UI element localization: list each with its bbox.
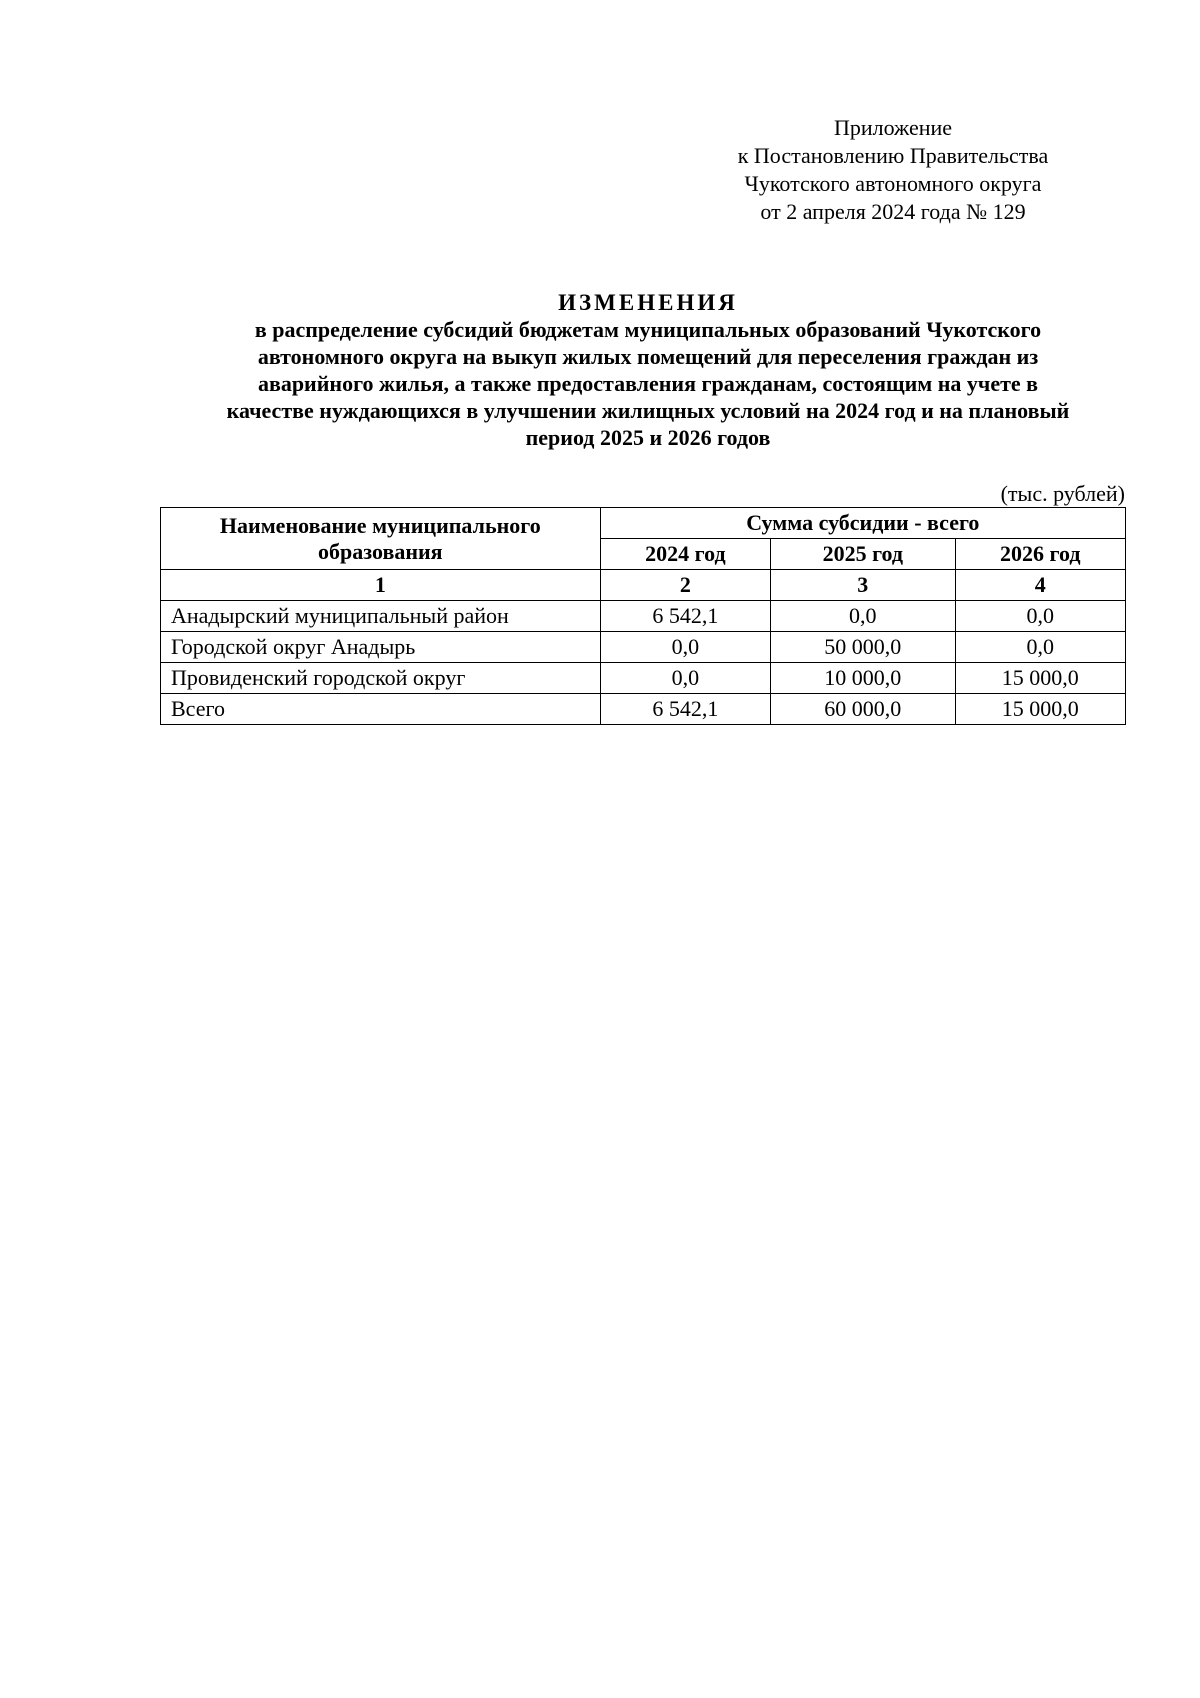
total-label: Всего bbox=[161, 694, 601, 725]
total-2026: 15 000,0 bbox=[955, 694, 1126, 725]
header-year-2025: 2025 год bbox=[771, 539, 955, 570]
title-line: аварийного жилья, а также предоставления гражданам, состоящим на учете в bbox=[257, 371, 1039, 396]
header-year-2024: 2024 год bbox=[600, 539, 770, 570]
value-2025: 50 000,0 bbox=[771, 632, 955, 663]
title-line: период 2025 и 2026 годов bbox=[525, 425, 771, 450]
header-subsidy-total: Сумма субсидии - всего bbox=[600, 508, 1125, 539]
column-number: 4 bbox=[955, 570, 1126, 601]
table-row bbox=[161, 601, 1126, 632]
title-heading: ИЗМЕНЕНИЯ bbox=[558, 290, 738, 315]
appendix-block bbox=[698, 114, 1088, 226]
title-line: в распределение субсидий бюджетам муниципальных образований Чукотского bbox=[254, 317, 1042, 342]
header-municipality: Наименование муниципального образования bbox=[161, 508, 601, 570]
document-title bbox=[160, 289, 1136, 451]
value-2024: 6 542,1 bbox=[600, 601, 770, 632]
table-header-row bbox=[161, 508, 1126, 539]
municipality-name: Анадырский муниципальный район bbox=[161, 601, 601, 632]
subsidy-table bbox=[160, 507, 1126, 725]
value-2025: 0,0 bbox=[771, 601, 955, 632]
table-row bbox=[161, 632, 1126, 663]
appendix-line: Приложение bbox=[833, 115, 953, 140]
column-number: 2 bbox=[600, 570, 770, 601]
appendix-line: Чукотского автономного округа bbox=[744, 171, 1042, 196]
column-number-row bbox=[161, 570, 1126, 601]
total-2024: 6 542,1 bbox=[600, 694, 770, 725]
title-line: качестве нуждающихся в улучшении жилищных условий на 2024 год и на плановый bbox=[226, 398, 1070, 423]
appendix-line: к Постановлению Правительства bbox=[737, 143, 1049, 168]
value-2026: 0,0 bbox=[955, 632, 1126, 663]
value-2025: 10 000,0 bbox=[771, 663, 955, 694]
column-number: 1 bbox=[161, 570, 601, 601]
value-2024: 0,0 bbox=[600, 632, 770, 663]
title-line: автономного округа на выкуп жилых помещений для переселения граждан из bbox=[257, 344, 1039, 369]
appendix-line: от 2 апреля 2024 года № 129 bbox=[760, 199, 1026, 224]
municipality-name: Провиденский городской округ bbox=[161, 663, 601, 694]
municipality-name: Городской округ Анадырь bbox=[161, 632, 601, 663]
header-year-2026: 2026 год bbox=[955, 539, 1126, 570]
table-row bbox=[161, 663, 1126, 694]
total-2025: 60 000,0 bbox=[771, 694, 955, 725]
value-2026: 15 000,0 bbox=[955, 663, 1126, 694]
units-label: (тыс. рублей) bbox=[1000, 481, 1125, 506]
value-2024: 0,0 bbox=[600, 663, 770, 694]
table-total-row bbox=[161, 694, 1126, 725]
value-2026: 0,0 bbox=[955, 601, 1126, 632]
column-number: 3 bbox=[771, 570, 955, 601]
